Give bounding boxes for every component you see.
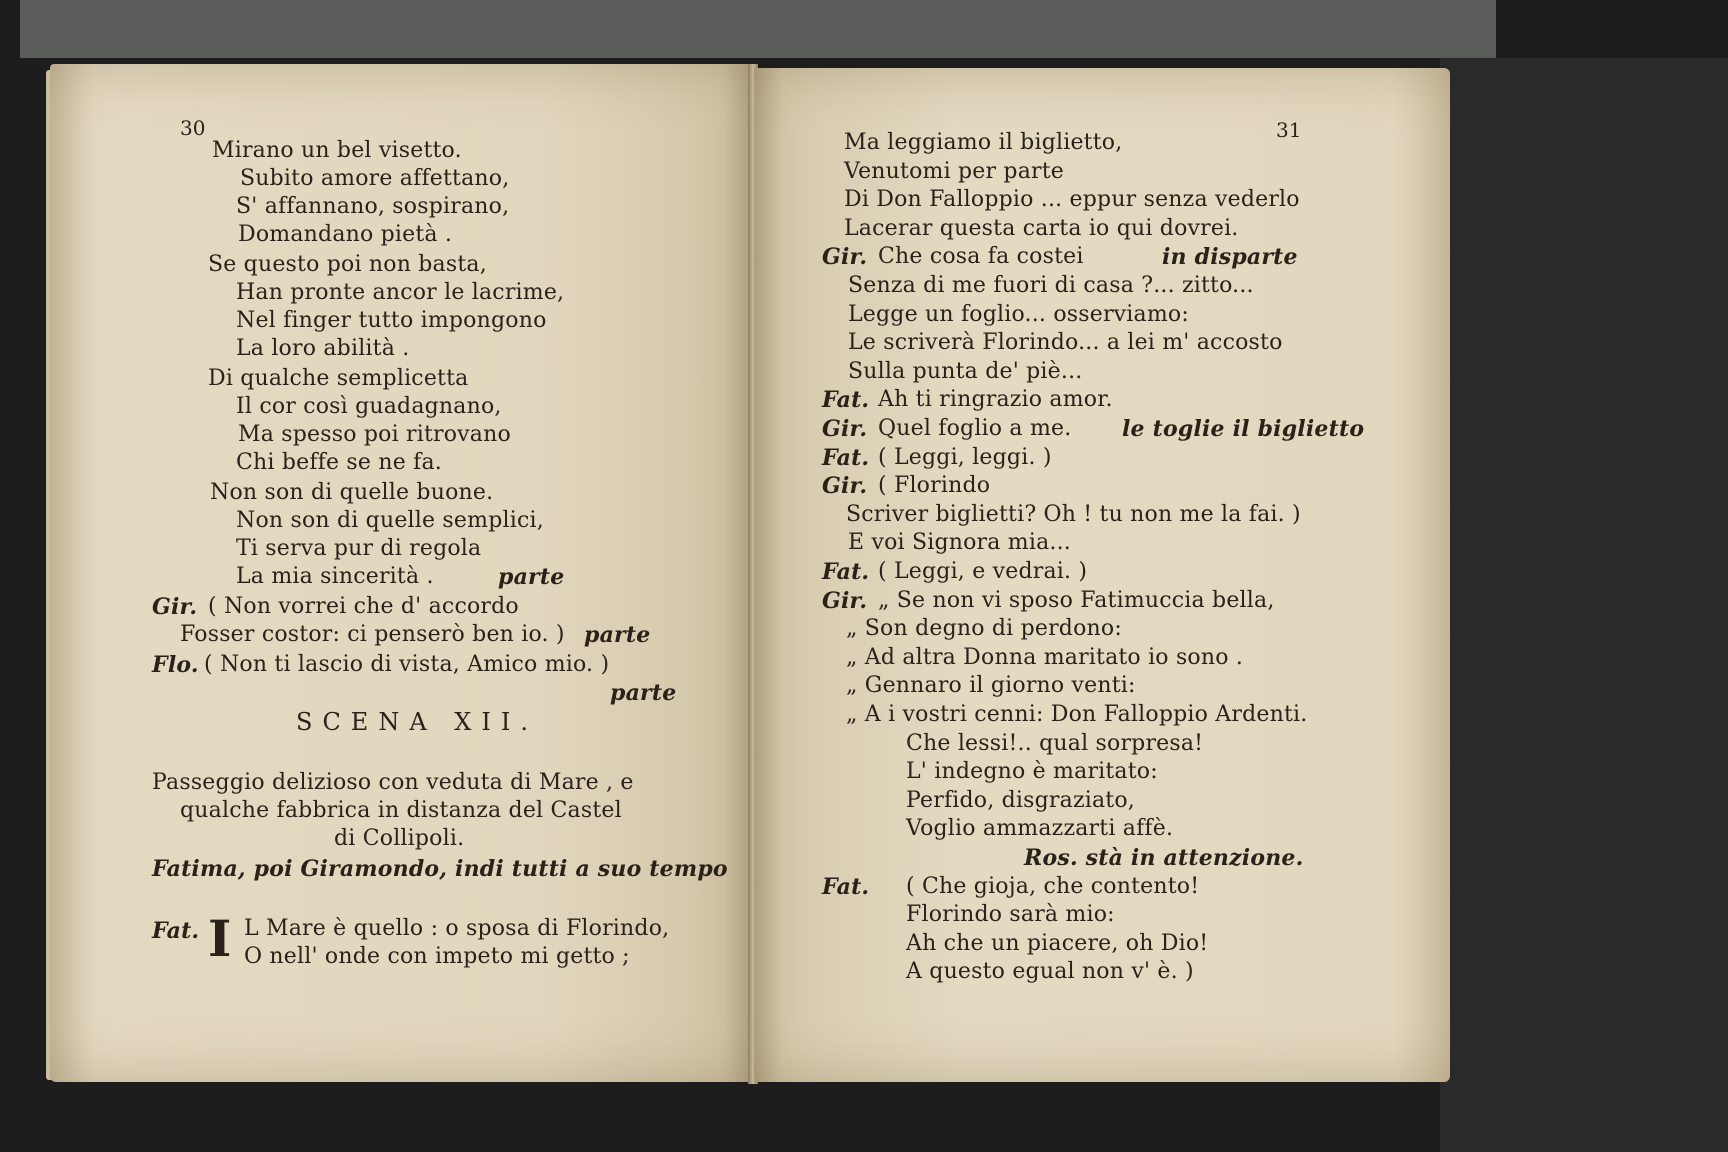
dialogue-line: „ Gennaro il giorno venti: bbox=[846, 673, 1136, 699]
dialogue-line: „ Se non vi sposo Fatimuccia bella, bbox=[878, 587, 1275, 613]
dialogue-line: Florindo sarà mio: bbox=[906, 902, 1115, 928]
verse-line: Se questo poi non basta, bbox=[208, 252, 487, 277]
dialogue-line: ( Leggi, e vedrai. ) bbox=[878, 559, 1088, 584]
dialogue-line: L' indegno è maritato: bbox=[906, 759, 1158, 785]
setting-line: Passeggio delizioso con veduta di Mare , e bbox=[152, 770, 634, 795]
dialogue-line: „ Son degno di perdono: bbox=[846, 616, 1122, 642]
dialogue-line: ( Non vorrei che d' accordo bbox=[208, 594, 519, 619]
dialogue-line: L Mare è quello : o sposa di Florindo, bbox=[244, 916, 670, 941]
verse-line: Subito amore affettano, bbox=[240, 166, 510, 191]
dialogue-line: ( Che gioja, che contento! bbox=[906, 873, 1200, 899]
right-page bbox=[754, 68, 1450, 1082]
speaker-label: Fat. bbox=[822, 873, 870, 900]
page-number: 31 bbox=[1276, 118, 1302, 142]
dialogue-line: E voi Signora mia... bbox=[848, 530, 1071, 556]
verse-line: Domandano pietà . bbox=[238, 222, 453, 247]
verse-line: Non son di quelle semplici, bbox=[236, 508, 544, 533]
scene-heading: SCENA XII. bbox=[296, 708, 538, 736]
verse-line: S' affannano, sospirano, bbox=[236, 194, 510, 219]
verse-line: Ti serva pur di regola bbox=[236, 536, 482, 561]
dialogue-line: ( Non ti lascio di vista, Amico mio. ) bbox=[204, 652, 610, 677]
verse-line: Chi beffe se ne fa. bbox=[236, 450, 442, 475]
speaker-label: Fat. bbox=[822, 444, 870, 471]
dialogue-line: Perfido, disgraziato, bbox=[906, 787, 1135, 813]
dialogue-line: O nell' onde con impeto mi getto ; bbox=[244, 944, 630, 969]
dialogue-line: ( Leggi, leggi. ) bbox=[878, 444, 1052, 470]
verse-line: Non son di quelle buone. bbox=[210, 480, 494, 505]
verse-line: Han pronte ancor le lacrime, bbox=[236, 280, 565, 305]
speaker-label: Gir. bbox=[822, 244, 868, 271]
dialogue-line: Quel foglio a me. bbox=[878, 416, 1072, 441]
dialogue-line: Di Don Falloppio ... eppur senza vederlo bbox=[844, 187, 1300, 213]
speaker-label: Gir. bbox=[822, 587, 868, 614]
dialogue-line: Ma leggiamo il biglietto, bbox=[844, 130, 1123, 155]
speaker-label: Gir. bbox=[822, 416, 868, 442]
stage-direction: parte bbox=[610, 680, 677, 706]
verse-line: Ma spesso poi ritrovano bbox=[238, 422, 511, 447]
stage-direction: in disparte bbox=[1162, 244, 1298, 271]
dialogue-line: A questo egual non v' è. ) bbox=[906, 959, 1194, 985]
backdrop-right bbox=[1440, 58, 1728, 1152]
verse-line: Di qualche semplicetta bbox=[208, 366, 469, 391]
dialogue-line: Fosser costor: ci penserò ben io. ) bbox=[180, 622, 565, 647]
stage-direction: Ros. stà in attenzione. bbox=[1024, 845, 1304, 871]
verse-line: La loro abilità . bbox=[236, 336, 410, 361]
drop-cap: I bbox=[208, 909, 232, 968]
stage-direction: parte bbox=[584, 622, 651, 648]
speaker-label: Gir. bbox=[152, 594, 198, 620]
verse-line: Il cor così guadagnano, bbox=[236, 394, 502, 419]
left-page bbox=[50, 64, 752, 1082]
speaker-label: Gir. bbox=[822, 473, 868, 500]
speaker-label: Fat. bbox=[822, 559, 870, 585]
dialogue-line: Ah ti ringrazio amor. bbox=[878, 387, 1113, 413]
dialogue-line: Scriver biglietti? Oh ! tu non me la fai. ) bbox=[846, 501, 1301, 527]
dialogue-line: „ A i vostri cenni: Don Falloppio Ardenti. bbox=[846, 702, 1308, 727]
stage-direction: parte bbox=[498, 564, 565, 590]
dialogue-line: ( Florindo bbox=[878, 473, 991, 499]
dialogue-line: „ Ad altra Donna maritato io sono . bbox=[846, 644, 1244, 670]
dialogue-line: Sulla punta de' piè... bbox=[848, 358, 1083, 384]
character-list: Fatima, poi Giramondo, indi tutti a suo tempo bbox=[152, 856, 728, 882]
setting-line: qualche fabbrica in distanza del Castel bbox=[180, 798, 622, 823]
dialogue-line: Che lessi!.. qual sorpresa! bbox=[906, 730, 1204, 756]
dialogue-line: Le scriverà Florindo... a lei m' accosto bbox=[848, 330, 1283, 356]
verse-line: La mia sincerità . bbox=[236, 564, 434, 589]
stage-direction: le toglie il biglietto bbox=[1122, 416, 1365, 442]
dialogue-line: Venutomi per parte bbox=[844, 158, 1064, 184]
verse-line: Nel finger tutto impongono bbox=[236, 308, 547, 333]
speaker-label: Flo. bbox=[152, 652, 199, 678]
backdrop-top bbox=[20, 0, 1496, 58]
dialogue-line: Legge un foglio... osserviamo: bbox=[848, 301, 1189, 327]
verse-line: Mirano un bel visetto. bbox=[212, 138, 462, 163]
speaker-label: Fat. bbox=[152, 918, 200, 944]
dialogue-line: Lacerar questa carta io qui dovrei. bbox=[844, 215, 1239, 241]
speaker-label: Fat. bbox=[822, 387, 870, 414]
setting-line: di Collipoli. bbox=[334, 826, 465, 851]
dialogue-line: Ah che un piacere, oh Dio! bbox=[906, 930, 1209, 956]
dialogue-line: Senza di me fuori di casa ?... zitto... bbox=[848, 273, 1254, 298]
page-number: 30 bbox=[180, 116, 206, 140]
dialogue-line: Voglio ammazzarti affè. bbox=[906, 816, 1174, 842]
dialogue-line: Che cosa fa costei bbox=[878, 244, 1084, 270]
